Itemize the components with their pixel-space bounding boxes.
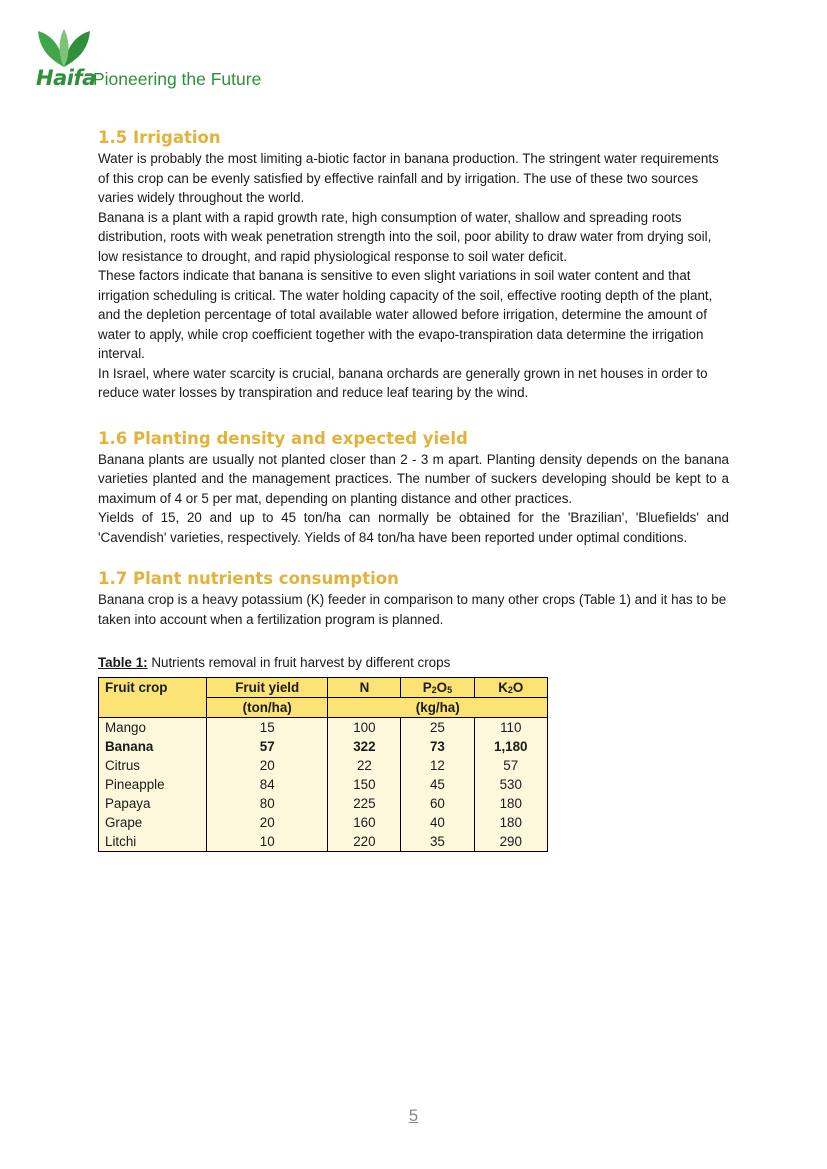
cell-crop: Litchi bbox=[99, 832, 207, 852]
cell-crop: Banana bbox=[99, 737, 207, 756]
paragraph: Banana plants are usually not planted closer than 2 - 3 m apart. Planting density depends on the banana varieties planted and the management practices. The number of suckers developing should be kept to a maximum of 4 or 5 per mat, depending on planting distance and other practices. bbox=[98, 451, 729, 506]
cell-yield: 80 bbox=[206, 794, 328, 813]
paragraph: In Israel, where water scarcity is crucial, banana orchards are generally grown in net houses in order to reduce water losses by transpiration and reduce leaf tearing by the wind. bbox=[98, 365, 708, 400]
cell-n: 100 bbox=[328, 718, 401, 738]
page-number: 5 bbox=[408, 1106, 419, 1125]
cell-crop: Mango bbox=[99, 718, 207, 738]
cell-p: 45 bbox=[401, 775, 474, 794]
cell-n: 150 bbox=[328, 775, 401, 794]
table-row bbox=[99, 737, 548, 756]
cell-n: 220 bbox=[328, 832, 401, 852]
paragraph: Banana crop is a heavy potassium (K) feeder in comparison to many other crops (Table 1) and it has to be taken into account when a fertilization program is planned. bbox=[98, 592, 727, 627]
cell-yield: 15 bbox=[206, 718, 328, 738]
table-caption bbox=[98, 653, 729, 672]
cell-yield: 10 bbox=[206, 832, 328, 852]
cell-crop: Citrus bbox=[99, 756, 207, 775]
cell-p: 25 bbox=[401, 718, 474, 738]
table-caption-label: Table 1: bbox=[98, 655, 148, 670]
cell-yield: 84 bbox=[206, 775, 328, 794]
leaves-icon bbox=[36, 27, 92, 67]
header-fruit-yield: Fruit yield bbox=[206, 678, 328, 698]
header-fruit-crop: Fruit crop bbox=[99, 678, 207, 718]
brand-tagline: Pioneering the Future bbox=[93, 69, 262, 89]
table-caption-text: Nutrients removal in fruit harvest by different crops bbox=[147, 655, 451, 670]
table-row bbox=[99, 775, 548, 794]
cell-n: 22 bbox=[328, 756, 401, 775]
cell-k: 290 bbox=[474, 832, 547, 852]
section-title-planting-density: 1.6 Planting density and expected yield bbox=[98, 428, 468, 448]
table-row bbox=[99, 813, 548, 832]
cell-yield: 57 bbox=[206, 737, 328, 756]
header-n: N bbox=[328, 678, 401, 698]
paragraph: These factors indicate that banana is sensitive to even slight variations in soil water content and that irrigation scheduling is critical. The water holding capacity of the soil, effective rooting depth of the plant, and the depletion percentage of total available water allowed before irrigation, determine the amount of water to apply, while crop coefficient together with the evapo-transpiration data determine the irrigation interval. bbox=[98, 268, 713, 361]
cell-k: 180 bbox=[474, 813, 547, 832]
section-title-nutrients: 1.7 Plant nutrients consumption bbox=[98, 569, 399, 588]
section-title-irrigation: 1.5 Irrigation bbox=[98, 128, 221, 147]
cell-crop: Grape bbox=[99, 813, 207, 832]
cell-yield: 20 bbox=[206, 813, 328, 832]
cell-p: 40 bbox=[401, 813, 474, 832]
cell-crop: Pineapple bbox=[99, 775, 207, 794]
table-row bbox=[99, 756, 548, 775]
table-row bbox=[99, 832, 548, 852]
paragraph: Water is probably the most limiting a-biotic factor in banana production. The stringent water requirements of this crop can be evenly satisfied by effective rainfall and by irrigation. The use of these two sources varies widely throughout the world. bbox=[98, 151, 719, 205]
paragraph: Yields of 15, 20 and up to 45 ton/ha can normally be obtained for the 'Brazilian', 'Bluefields' and 'Cavendish' varieties, respectively. Yields of 84 ton/ha have been reported under optimal conditions. bbox=[98, 510, 729, 545]
cell-n: 160 bbox=[328, 813, 401, 832]
cell-k: 1,180 bbox=[474, 737, 547, 756]
cell-k: 530 bbox=[474, 775, 547, 794]
cell-crop: Papaya bbox=[99, 794, 207, 813]
cell-p: 12 bbox=[401, 756, 474, 775]
cell-p: 60 bbox=[401, 794, 474, 813]
header-k2o: $K_2O$ bbox=[474, 678, 547, 698]
header-yield-unit: (ton/ha) bbox=[206, 698, 328, 718]
cell-p: 73 bbox=[401, 737, 474, 756]
cell-p: 35 bbox=[401, 832, 474, 852]
cell-k: 57 bbox=[474, 756, 547, 775]
brand-logo bbox=[36, 66, 262, 90]
brand-name: Haifa bbox=[36, 66, 96, 90]
table-row bbox=[99, 718, 548, 738]
paragraph: Banana is a plant with a rapid growth rate, high consumption of water, shallow and spreading roots distribution, roots with weak penetration strength into the soil, poor ability to draw water from drying soil, low resistance to drought, and rapid physiological response to soil water deficit. bbox=[98, 209, 712, 264]
header-p2o5: $P_2O_5$ bbox=[401, 678, 474, 698]
cell-yield: 20 bbox=[206, 756, 328, 775]
cell-k: 180 bbox=[474, 794, 547, 813]
table-row bbox=[99, 794, 548, 813]
table-header-row bbox=[99, 678, 548, 698]
page-content bbox=[98, 127, 729, 852]
header-nutrient-unit: (kg/ha) bbox=[328, 698, 548, 718]
nutrients-table bbox=[98, 677, 548, 852]
cell-n: 322 bbox=[328, 737, 401, 756]
cell-k: 110 bbox=[474, 718, 547, 738]
cell-n: 225 bbox=[328, 794, 401, 813]
